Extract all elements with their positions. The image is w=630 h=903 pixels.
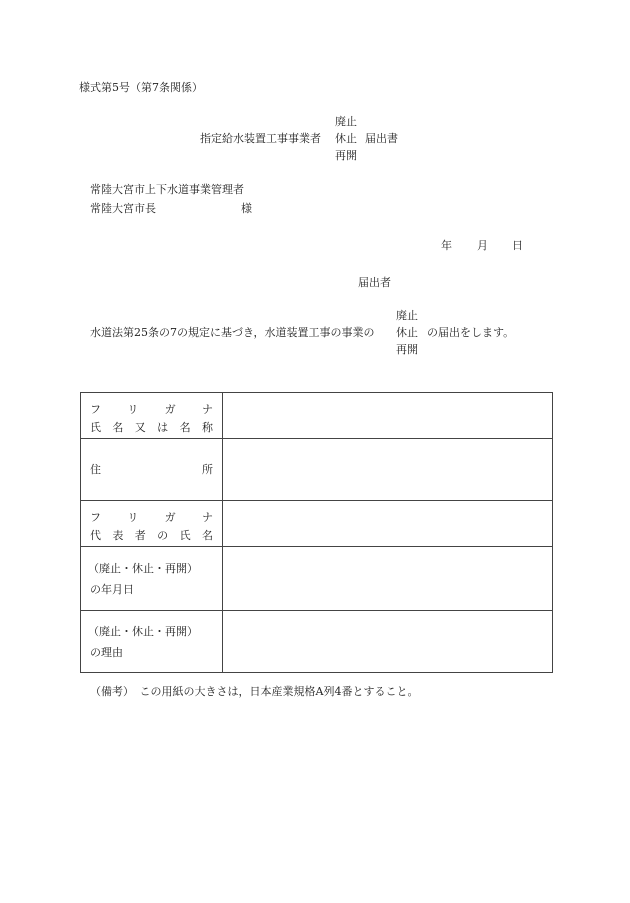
name-label-cell [81, 393, 223, 439]
table-row-reason [81, 611, 553, 673]
date-label-line-2: の年月日 [90, 583, 134, 596]
date-label-cell [81, 547, 223, 611]
reason-label-line-1: （廃止・休止・再開） [88, 625, 198, 638]
title-prefix: 指定給水装置工事事業者 [200, 132, 321, 145]
reason-value-field[interactable] [223, 611, 553, 673]
notification-table [80, 392, 553, 673]
representative-label-cell [81, 501, 223, 547]
furigana-label: フ リ ガ ナ [90, 403, 213, 416]
date-label-line-1: （廃止・休止・再開） [88, 562, 198, 575]
name-value-field[interactable] [223, 393, 553, 439]
date-year-label: 年 [441, 239, 452, 252]
date-value-field[interactable] [223, 547, 553, 611]
title-option-kyushi: 休止 [335, 132, 357, 145]
reason-label-cell [81, 611, 223, 673]
representative-value-field[interactable] [223, 501, 553, 547]
date-day-label: 日 [512, 239, 523, 252]
addressee-line-1: 常陸大宮市上下水道事業管理者 [90, 183, 244, 196]
address-value-field[interactable] [223, 439, 553, 501]
address-label: 住 所 [90, 463, 213, 476]
notifier-label: 届出者 [358, 276, 391, 289]
reason-label-line-2: の理由 [90, 646, 123, 659]
statement-option-haishi: 廃止 [396, 309, 418, 322]
statement-option-kyushi: 休止 [396, 326, 418, 339]
table-row-date [81, 547, 553, 611]
statement-suffix: の届出をします。 [427, 326, 515, 339]
table-row-address [81, 439, 553, 501]
representative-name-label: 代 表 者 の 氏 名 [90, 529, 213, 542]
form-number: 様式第5号（第7条関係） [79, 81, 203, 94]
date-month-label: 月 [477, 239, 488, 252]
representative-furigana-label: フ リ ガ ナ [90, 511, 213, 524]
name-or-title-label: 氏 名 又 は 名 称 [90, 421, 213, 434]
addressee-honorific: 様 [241, 202, 252, 215]
addressee-line-2: 常陸大宮市長 [90, 202, 156, 215]
table-row-representative [81, 501, 553, 547]
address-label-cell [81, 439, 223, 501]
title-option-haishi: 廃止 [335, 115, 357, 128]
table-row-name [81, 393, 553, 439]
statement-option-saikai: 再開 [396, 343, 418, 356]
statement-prefix: 水道法第25条の7の規定に基づき，水道装置工事の事業の [90, 326, 375, 339]
title-suffix: 届出書 [365, 132, 398, 145]
title-option-saikai: 再開 [335, 149, 357, 162]
remarks-note: （備考） この用紙の大きさは，日本産業規格A列4番とすること。 [90, 685, 419, 698]
